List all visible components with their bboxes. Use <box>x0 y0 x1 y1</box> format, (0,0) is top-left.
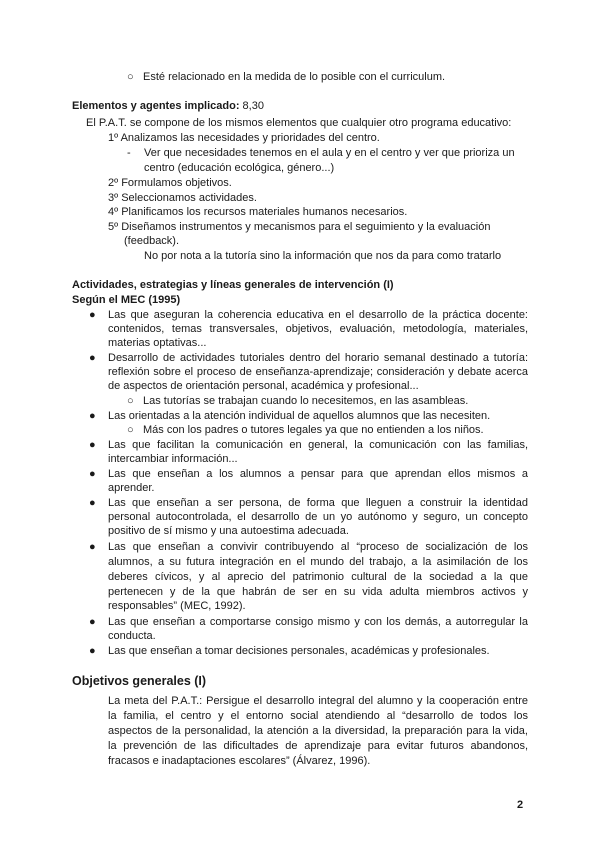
hollow-bullet-icon: ○ <box>127 424 134 436</box>
dash-bullet-icon: - <box>127 147 131 159</box>
b1-line1: Las que aseguran la coherencia educativa en el desarrollo de la práctica docente: <box>108 309 528 321</box>
s3-line1: La meta del P.A.T.: Persigue el desarrollo integral del alumno y la cooperación entre <box>108 695 528 707</box>
b4-line2: intercambiar información... <box>108 453 238 465</box>
bullet-icon: ● <box>89 645 96 657</box>
step1-sub-line1: Ver que necesidades tenemos en el aula y en el centro y ver que prioriza un <box>144 147 515 159</box>
section2-subtitle: Según el MEC (1995) <box>72 294 181 306</box>
step-3: 3º Seleccionamos actividades. <box>108 192 257 204</box>
section1-title-suffix: 8,30 <box>239 100 264 112</box>
step-1: 1º Analizamos las necesidades y prioridades del centro. <box>108 132 380 144</box>
b3-sub: Más con los padres o tutores legales ya que no entienden a los niños. <box>143 424 484 436</box>
b1-line2: contenidos, temas transversales, objetivos, evaluación, metodología, materiales, <box>108 323 528 335</box>
bullet-icon: ● <box>89 410 96 422</box>
bullet-icon: ● <box>89 468 96 480</box>
b7-line4: pertenecen y de la que habrán de ser en su vida adulta miembros activos y <box>108 586 528 598</box>
step-2: 2º Formulamos objetivos. <box>108 177 232 189</box>
section2-title: Actividades, estrategias y líneas generales de intervención (I) <box>72 279 394 291</box>
hollow-bullet-icon: ○ <box>127 395 134 407</box>
section3-title: Objetivos generales (I) <box>72 674 207 688</box>
s3-line5: fracasos e inadaptaciones escolares” (Álvarez, 1996). <box>108 755 371 767</box>
b4-line1: Las que facilitan la comunicación en general, la comunicación con las familias, <box>108 439 528 451</box>
bullet-icon: ● <box>89 497 96 509</box>
hollow-bullet-icon: ○ <box>127 71 134 83</box>
b5-line1: Las que enseñan a los alumnos a pensar para que aprendan ellos mismos a <box>108 468 528 480</box>
step5-line2: (feedback). <box>124 235 180 247</box>
bullet-icon: ● <box>89 309 96 321</box>
b9: Las que enseñan a tomar decisiones personales, académicas y profesionales. <box>108 645 490 657</box>
top-item: Esté relacionado en la medida de lo posible con el curriculum. <box>143 71 446 83</box>
b6-line3: positivo de sí mismo y una autoestima adecuada. <box>108 525 349 537</box>
b3: Las orientadas a la atención individual de aquellos alumnos que las necesiten. <box>108 410 491 422</box>
b7-line2: alumnos, a su futura integración en el mundo del trabajo, a la asimilación de los <box>108 556 528 568</box>
b5-line2: aprender. <box>108 482 155 494</box>
b8-line2: conducta. <box>108 630 156 642</box>
bullet-icon: ● <box>89 541 96 553</box>
s3-line3: aspectos de la personalidad, la atención a la diversidad, la preparación para la vida, <box>108 725 528 737</box>
b8-line1: Las que enseñan a comportarse consigo mismo y con los demás, a autorregular la <box>108 616 528 628</box>
b2-sub: Las tutorías se trabajan cuando lo necesitemos, en las asambleas. <box>143 395 469 407</box>
b2-line1: Desarrollo de actividades tutoriales dentro del horario semanal destinado a tutoría: <box>108 352 528 364</box>
page-number: 2 <box>517 799 524 811</box>
section1-note: No por nota a la tutoría sino la información que nos da para como tratarlo <box>144 250 502 262</box>
b6-line1: Las que enseñan a ser persona, de forma que lleguen a construir la identidad <box>108 497 528 509</box>
section1-title: Elementos y agentes implicado: <box>72 100 240 112</box>
b7-line3: deberes cívicos, y al aprecio del patrimonio cultural de la sociedad a la que <box>108 571 528 583</box>
b2-line2: reflexión sobre el proceso de enseñanza-aprendizaje; consideración y debate acerca <box>108 366 528 378</box>
bullet-icon: ● <box>89 439 96 451</box>
step-4: 4º Planificamos los recursos materiales humanos necesarios. <box>108 206 408 218</box>
bullet-icon: ● <box>89 352 96 364</box>
b7-line5: responsables” (MEC, 1992). <box>108 600 246 612</box>
step-5: 5º Diseñamos instrumentos y mecanismos para el seguimiento y la evaluación <box>108 221 491 233</box>
step1-sub-line2: centro (educación ecológica, género...) <box>144 162 335 174</box>
section1-heading <box>72 99 264 113</box>
s3-line4: la prevención de las dificultades de aprendizaje para evitar futuros abandonos, <box>108 740 528 752</box>
b7-line1: Las que enseñan a convivir contribuyendo al “proceso de socialización de los <box>108 541 528 553</box>
bullet-icon: ● <box>89 616 96 628</box>
b2-line3: de aspectos de orientación personal, académica y profesional... <box>108 380 419 392</box>
section1-intro: El P.A.T. se compone de los mismos elementos que cualquier otro programa educativo: <box>86 117 512 129</box>
s3-line2: la familia, el centro y el entorno social atendiendo al “desarrollo de todos los <box>108 710 528 722</box>
b6-line2: personal autocontrolada, el desarrollo de un yo autónomo y seguro, un concepto <box>108 511 528 523</box>
b1-line3: materias optativas... <box>108 337 207 349</box>
